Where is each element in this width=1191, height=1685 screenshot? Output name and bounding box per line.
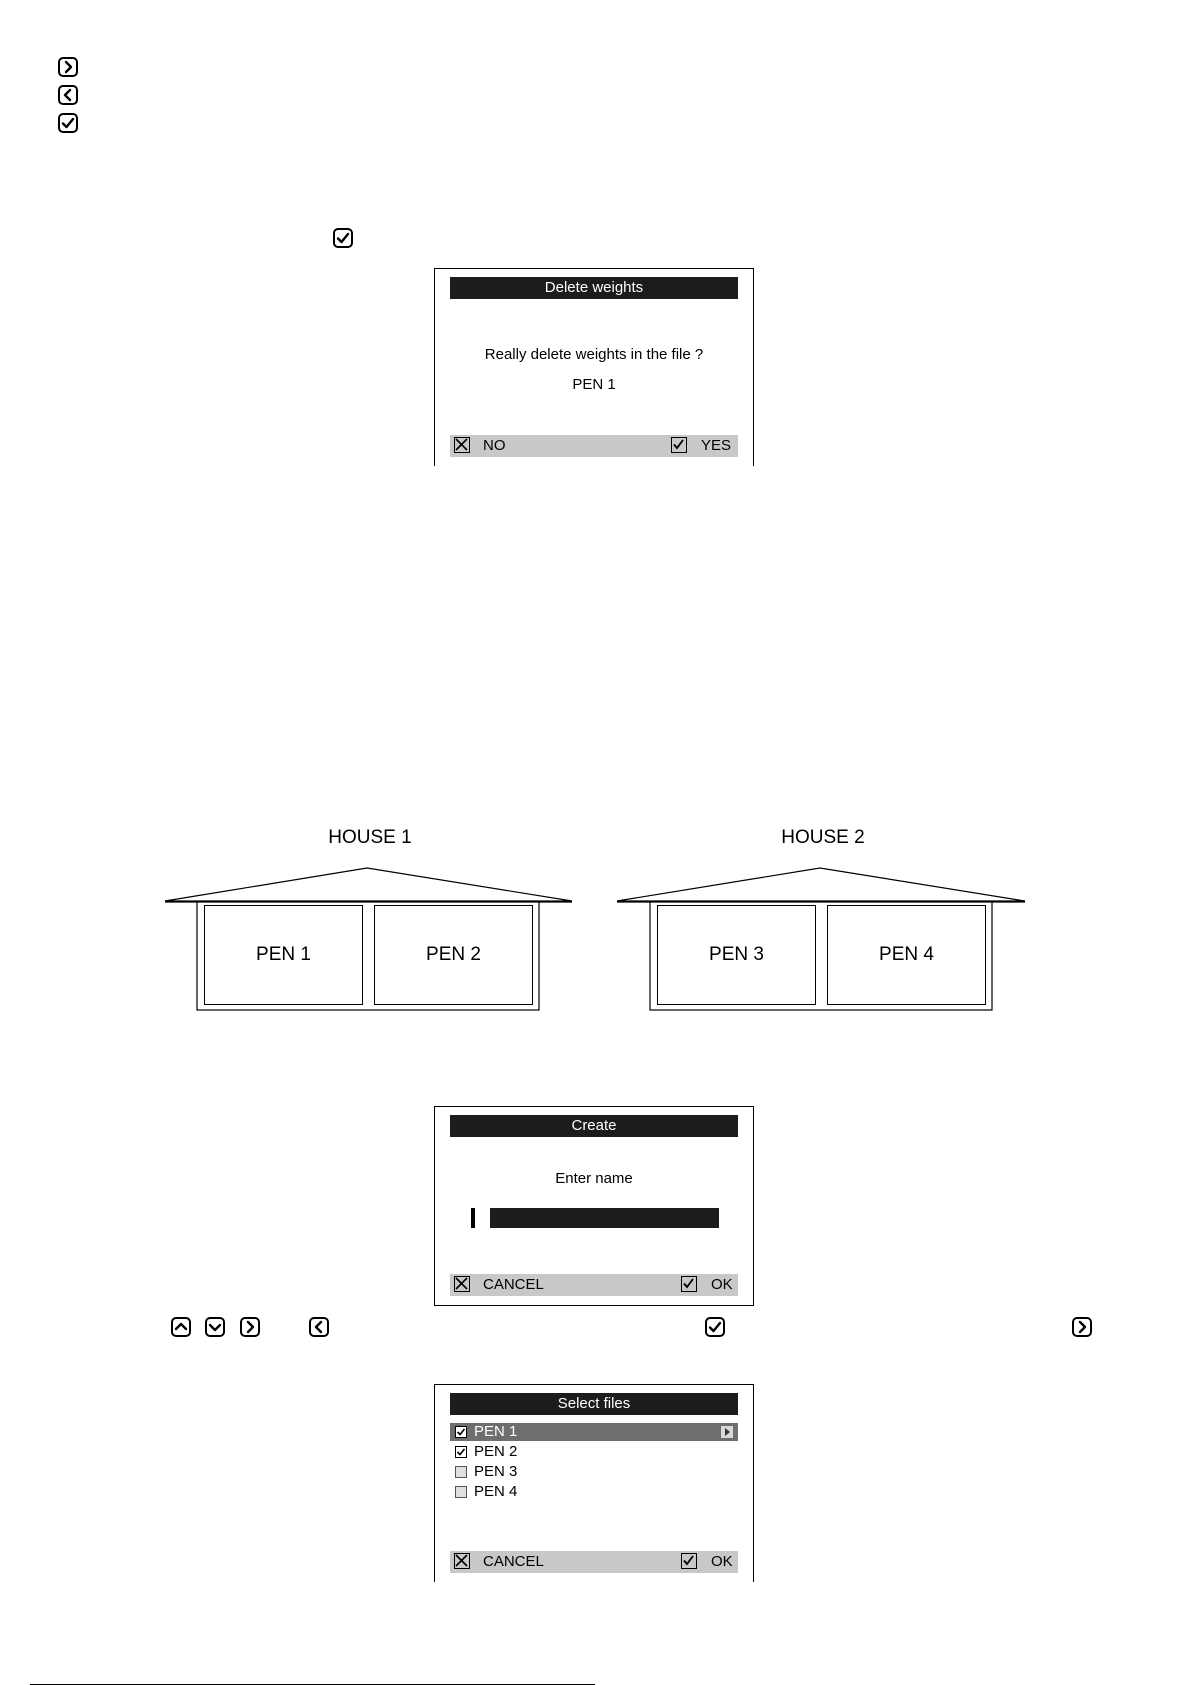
- check-icon: [333, 228, 353, 248]
- check-icon[interactable]: [671, 437, 687, 453]
- pen-box: PEN 2: [374, 905, 533, 1005]
- list-item-label: PEN 2: [474, 1443, 518, 1460]
- list-item-label: PEN 1: [474, 1423, 518, 1440]
- play-arrow-icon: [721, 1426, 733, 1438]
- checkbox-checked-icon[interactable]: [455, 1426, 467, 1438]
- dialog-file-name: PEN 1: [572, 376, 616, 393]
- list-item[interactable]: [450, 1483, 738, 1501]
- ok-button[interactable]: OK: [711, 1553, 733, 1570]
- name-input[interactable]: [490, 1208, 719, 1228]
- house-1-title: HOUSE 1: [328, 827, 412, 848]
- text-cursor: [471, 1208, 475, 1228]
- select-files-dialog: [434, 1384, 754, 1582]
- dialog-title: Delete weights: [450, 277, 738, 299]
- cancel-button[interactable]: CANCEL: [483, 1276, 544, 1293]
- dialog-title: Select files: [450, 1393, 738, 1415]
- list-item[interactable]: [450, 1423, 738, 1441]
- checkbox-unchecked-icon[interactable]: [455, 1486, 467, 1498]
- cancel-button[interactable]: CANCEL: [483, 1553, 544, 1570]
- close-icon[interactable]: [454, 437, 470, 453]
- chevron-down-icon: [205, 1317, 225, 1337]
- chevron-left-icon: [58, 85, 78, 105]
- list-item-label: PEN 4: [474, 1483, 518, 1500]
- dialog-footer: [450, 1274, 738, 1296]
- dialog-footer: [450, 435, 738, 457]
- close-icon[interactable]: [454, 1553, 470, 1569]
- chevron-left-icon: [309, 1317, 329, 1337]
- ok-button[interactable]: OK: [711, 1276, 733, 1293]
- list-item-label: PEN 3: [474, 1463, 518, 1480]
- pen-box: PEN 3: [657, 905, 816, 1005]
- pen-box: PEN 1: [204, 905, 363, 1005]
- dialog-prompt: Enter name: [555, 1170, 633, 1187]
- dialog-footer: [450, 1551, 738, 1573]
- checkbox-unchecked-icon[interactable]: [455, 1466, 467, 1478]
- house-diagram: [0, 860, 1191, 1020]
- chevron-right-icon: [240, 1317, 260, 1337]
- dialog-message: Really delete weights in the file ?: [484, 346, 704, 363]
- pen-box: PEN 4: [827, 905, 986, 1005]
- yes-button[interactable]: YES: [701, 437, 732, 454]
- check-icon: [58, 113, 78, 133]
- list-item[interactable]: [450, 1443, 738, 1461]
- dialog-title: Create: [450, 1115, 738, 1137]
- delete-weights-dialog: [434, 268, 754, 466]
- house-2-title: HOUSE 2: [781, 827, 865, 848]
- check-icon[interactable]: [681, 1276, 697, 1292]
- no-button[interactable]: NO: [483, 437, 506, 454]
- close-icon[interactable]: [454, 1276, 470, 1292]
- checkbox-checked-icon[interactable]: [455, 1446, 467, 1458]
- list-item[interactable]: [450, 1463, 738, 1481]
- check-icon[interactable]: [681, 1553, 697, 1569]
- chevron-up-icon: [171, 1317, 191, 1337]
- chevron-right-icon: [1072, 1317, 1092, 1337]
- create-dialog: [434, 1106, 754, 1306]
- chevron-right-icon: [58, 57, 78, 77]
- check-icon: [705, 1317, 725, 1337]
